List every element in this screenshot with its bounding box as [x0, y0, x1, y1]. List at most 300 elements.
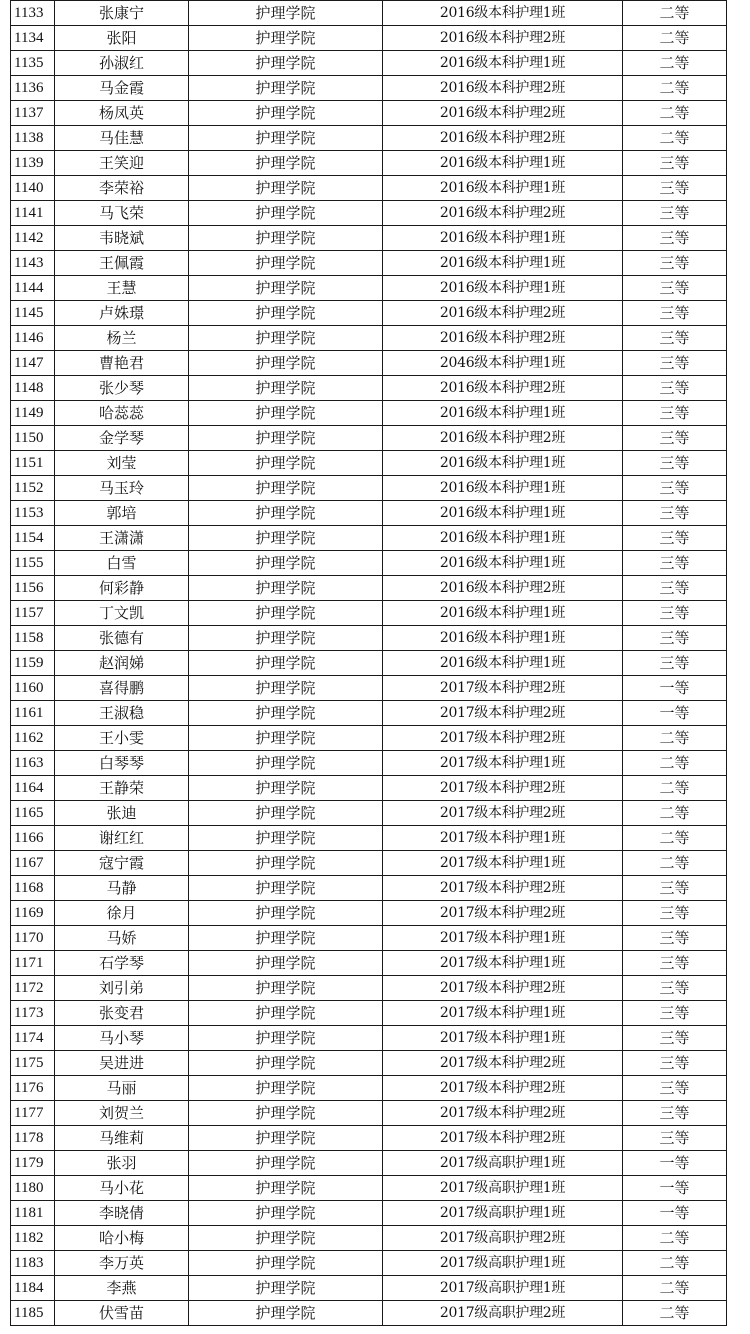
- table-row: [11, 1251, 727, 1276]
- row-number-cell: 1180: [11, 1176, 55, 1201]
- college-cell: 护理学院: [189, 876, 383, 901]
- row-number-cell: 1158: [11, 626, 55, 651]
- award-grade-cell: 二等: [623, 1251, 727, 1276]
- award-grade-cell: 三等: [623, 501, 727, 526]
- row-number-cell: 1159: [11, 651, 55, 676]
- award-grade-cell: 三等: [623, 176, 727, 201]
- table-row: [11, 476, 727, 501]
- row-number-cell: 1168: [11, 876, 55, 901]
- class-cell: 2017级高职护理2班: [383, 1301, 623, 1326]
- award-grade-cell: 二等: [623, 751, 727, 776]
- college-cell: 护理学院: [189, 1251, 383, 1276]
- student-name-cell: 马飞荣: [55, 201, 189, 226]
- table-row: [11, 1201, 727, 1226]
- table-row: [11, 1001, 727, 1026]
- award-grade-cell: 三等: [623, 1001, 727, 1026]
- class-cell: 2017级本科护理1班: [383, 851, 623, 876]
- table-row: [11, 201, 727, 226]
- table-row: [11, 301, 727, 326]
- row-number-cell: 1139: [11, 151, 55, 176]
- row-number-cell: 1162: [11, 726, 55, 751]
- class-cell: 2016级本科护理2班: [383, 326, 623, 351]
- college-cell: 护理学院: [189, 351, 383, 376]
- table-row: [11, 1, 727, 26]
- table-row: [11, 1051, 727, 1076]
- student-name-cell: 王佩霞: [55, 251, 189, 276]
- college-cell: 护理学院: [189, 701, 383, 726]
- class-cell: 2017级本科护理2班: [383, 976, 623, 1001]
- row-number-cell: 1165: [11, 801, 55, 826]
- table-row: [11, 976, 727, 1001]
- class-cell: 2017级本科护理2班: [383, 1126, 623, 1151]
- award-grade-cell: 三等: [623, 201, 727, 226]
- award-grade-cell: 三等: [623, 1076, 727, 1101]
- table-row: [11, 626, 727, 651]
- college-cell: 护理学院: [189, 551, 383, 576]
- row-number-cell: 1185: [11, 1301, 55, 1326]
- row-number-cell: 1156: [11, 576, 55, 601]
- row-number-cell: 1170: [11, 926, 55, 951]
- table-row: [11, 1076, 727, 1101]
- college-cell: 护理学院: [189, 126, 383, 151]
- student-name-cell: 马金霞: [55, 76, 189, 101]
- table-row: [11, 451, 727, 476]
- award-grade-cell: 二等: [623, 76, 727, 101]
- award-grade-cell: 三等: [623, 1051, 727, 1076]
- college-cell: 护理学院: [189, 1301, 383, 1326]
- college-cell: 护理学院: [189, 1001, 383, 1026]
- college-cell: 护理学院: [189, 26, 383, 51]
- table-row: [11, 801, 727, 826]
- class-cell: 2017级本科护理2班: [383, 676, 623, 701]
- college-cell: 护理学院: [189, 1276, 383, 1301]
- table-row: [11, 1026, 727, 1051]
- award-grade-cell: 二等: [623, 1226, 727, 1251]
- student-name-cell: 王潇潇: [55, 526, 189, 551]
- class-cell: 2017级本科护理1班: [383, 1026, 623, 1051]
- class-cell: 2016级本科护理2班: [383, 126, 623, 151]
- student-name-cell: 刘贺兰: [55, 1101, 189, 1126]
- student-name-cell: 杨兰: [55, 326, 189, 351]
- class-cell: 2016级本科护理1班: [383, 401, 623, 426]
- class-cell: 2016级本科护理2班: [383, 101, 623, 126]
- class-cell: 2016级本科护理1班: [383, 451, 623, 476]
- table-row: [11, 126, 727, 151]
- row-number-cell: 1169: [11, 901, 55, 926]
- row-number-cell: 1152: [11, 476, 55, 501]
- college-cell: 护理学院: [189, 51, 383, 76]
- row-number-cell: 1143: [11, 251, 55, 276]
- college-cell: 护理学院: [189, 776, 383, 801]
- table-row: [11, 701, 727, 726]
- student-name-cell: 石学琴: [55, 951, 189, 976]
- row-number-cell: 1154: [11, 526, 55, 551]
- student-name-cell: 李晓倩: [55, 1201, 189, 1226]
- student-name-cell: 白琴琴: [55, 751, 189, 776]
- class-cell: 2017级本科护理2班: [383, 1101, 623, 1126]
- award-grade-cell: 三等: [623, 401, 727, 426]
- class-cell: 2017级本科护理1班: [383, 826, 623, 851]
- table-body: [11, 1, 727, 1326]
- college-cell: 护理学院: [189, 451, 383, 476]
- student-name-cell: 金学琴: [55, 426, 189, 451]
- student-name-cell: 张德有: [55, 626, 189, 651]
- award-grade-cell: 一等: [623, 1176, 727, 1201]
- award-list-table: [10, 0, 727, 1326]
- row-number-cell: 1161: [11, 701, 55, 726]
- college-cell: 护理学院: [189, 401, 383, 426]
- class-cell: 2017级高职护理1班: [383, 1276, 623, 1301]
- class-cell: 2017级本科护理1班: [383, 926, 623, 951]
- student-name-cell: 卢姝璟: [55, 301, 189, 326]
- class-cell: 2017级本科护理2班: [383, 801, 623, 826]
- table-row: [11, 1176, 727, 1201]
- row-number-cell: 1147: [11, 351, 55, 376]
- class-cell: 2016级本科护理2班: [383, 26, 623, 51]
- award-grade-cell: 二等: [623, 26, 727, 51]
- row-number-cell: 1151: [11, 451, 55, 476]
- class-cell: 2017级高职护理1班: [383, 1201, 623, 1226]
- table-row: [11, 526, 727, 551]
- class-cell: 2016级本科护理1班: [383, 151, 623, 176]
- row-number-cell: 1171: [11, 951, 55, 976]
- award-grade-cell: 二等: [623, 826, 727, 851]
- class-cell: 2017级高职护理1班: [383, 1251, 623, 1276]
- student-name-cell: 马丽: [55, 1076, 189, 1101]
- table-row: [11, 276, 727, 301]
- award-grade-cell: 三等: [623, 651, 727, 676]
- table-row: [11, 676, 727, 701]
- college-cell: 护理学院: [189, 1, 383, 26]
- class-cell: 2016级本科护理1班: [383, 551, 623, 576]
- row-number-cell: 1138: [11, 126, 55, 151]
- award-grade-cell: 三等: [623, 301, 727, 326]
- college-cell: 护理学院: [189, 976, 383, 1001]
- award-grade-cell: 一等: [623, 1201, 727, 1226]
- student-name-cell: 马娇: [55, 926, 189, 951]
- award-grade-cell: 三等: [623, 251, 727, 276]
- table-row: [11, 926, 727, 951]
- college-cell: 护理学院: [189, 1076, 383, 1101]
- college-cell: 护理学院: [189, 426, 383, 451]
- table-row: [11, 726, 727, 751]
- class-cell: 2017级本科护理2班: [383, 1051, 623, 1076]
- college-cell: 护理学院: [189, 76, 383, 101]
- college-cell: 护理学院: [189, 1201, 383, 1226]
- student-name-cell: 马维莉: [55, 1126, 189, 1151]
- college-cell: 护理学院: [189, 1026, 383, 1051]
- row-number-cell: 1163: [11, 751, 55, 776]
- award-grade-cell: 三等: [623, 551, 727, 576]
- table-row: [11, 1276, 727, 1301]
- college-cell: 护理学院: [189, 1051, 383, 1076]
- award-grade-cell: 三等: [623, 476, 727, 501]
- college-cell: 护理学院: [189, 1101, 383, 1126]
- award-grade-cell: 三等: [623, 876, 727, 901]
- student-name-cell: 王淑稳: [55, 701, 189, 726]
- college-cell: 护理学院: [189, 1126, 383, 1151]
- college-cell: 护理学院: [189, 726, 383, 751]
- student-name-cell: 哈蕊蕊: [55, 401, 189, 426]
- class-cell: 2016级本科护理2班: [383, 576, 623, 601]
- class-cell: 2016级本科护理1班: [383, 501, 623, 526]
- class-cell: 2017级本科护理2班: [383, 726, 623, 751]
- table-row: [11, 76, 727, 101]
- class-cell: 2017级本科护理2班: [383, 701, 623, 726]
- award-grade-cell: 三等: [623, 576, 727, 601]
- class-cell: 2016级本科护理1班: [383, 476, 623, 501]
- row-number-cell: 1172: [11, 976, 55, 1001]
- table-row: [11, 351, 727, 376]
- class-cell: 2017级高职护理1班: [383, 1151, 623, 1176]
- row-number-cell: 1178: [11, 1126, 55, 1151]
- row-number-cell: 1160: [11, 676, 55, 701]
- row-number-cell: 1174: [11, 1026, 55, 1051]
- row-number-cell: 1164: [11, 776, 55, 801]
- award-grade-cell: 二等: [623, 126, 727, 151]
- class-cell: 2016级本科护理2班: [383, 201, 623, 226]
- award-grade-cell: 三等: [623, 1026, 727, 1051]
- award-grade-cell: 二等: [623, 776, 727, 801]
- row-number-cell: 1134: [11, 26, 55, 51]
- award-grade-cell: 二等: [623, 801, 727, 826]
- student-name-cell: 郭培: [55, 501, 189, 526]
- row-number-cell: 1141: [11, 201, 55, 226]
- row-number-cell: 1140: [11, 176, 55, 201]
- award-grade-cell: 三等: [623, 226, 727, 251]
- class-cell: 2017级本科护理2班: [383, 776, 623, 801]
- class-cell: 2016级本科护理1班: [383, 176, 623, 201]
- class-cell: 2017级本科护理2班: [383, 901, 623, 926]
- college-cell: 护理学院: [189, 326, 383, 351]
- student-name-cell: 马佳慧: [55, 126, 189, 151]
- college-cell: 护理学院: [189, 201, 383, 226]
- student-name-cell: 张迪: [55, 801, 189, 826]
- award-grade-cell: 二等: [623, 51, 727, 76]
- table-row: [11, 551, 727, 576]
- row-number-cell: 1137: [11, 101, 55, 126]
- college-cell: 护理学院: [189, 176, 383, 201]
- table-row: [11, 776, 727, 801]
- student-name-cell: 王小雯: [55, 726, 189, 751]
- table-row: [11, 651, 727, 676]
- row-number-cell: 1136: [11, 76, 55, 101]
- student-name-cell: 马小花: [55, 1176, 189, 1201]
- college-cell: 护理学院: [189, 801, 383, 826]
- table-row: [11, 176, 727, 201]
- class-cell: 2016级本科护理2班: [383, 76, 623, 101]
- row-number-cell: 1135: [11, 51, 55, 76]
- row-number-cell: 1176: [11, 1076, 55, 1101]
- student-name-cell: 马玉玲: [55, 476, 189, 501]
- college-cell: 护理学院: [189, 651, 383, 676]
- table-row: [11, 501, 727, 526]
- award-grade-cell: 三等: [623, 451, 727, 476]
- class-cell: 2016级本科护理2班: [383, 376, 623, 401]
- award-grade-cell: 三等: [623, 276, 727, 301]
- student-name-cell: 孙淑红: [55, 51, 189, 76]
- row-number-cell: 1183: [11, 1251, 55, 1276]
- award-grade-cell: 三等: [623, 926, 727, 951]
- college-cell: 护理学院: [189, 1176, 383, 1201]
- student-name-cell: 张变君: [55, 1001, 189, 1026]
- college-cell: 护理学院: [189, 901, 383, 926]
- table-row: [11, 601, 727, 626]
- row-number-cell: 1166: [11, 826, 55, 851]
- award-grade-cell: 三等: [623, 351, 727, 376]
- student-name-cell: 何彩静: [55, 576, 189, 601]
- class-cell: 2017级本科护理1班: [383, 1001, 623, 1026]
- student-name-cell: 伏雪苗: [55, 1301, 189, 1326]
- student-name-cell: 吴进进: [55, 1051, 189, 1076]
- table-row: [11, 251, 727, 276]
- college-cell: 护理学院: [189, 926, 383, 951]
- table-row: [11, 401, 727, 426]
- college-cell: 护理学院: [189, 601, 383, 626]
- class-cell: 2016级本科护理1班: [383, 651, 623, 676]
- college-cell: 护理学院: [189, 101, 383, 126]
- award-grade-cell: 三等: [623, 376, 727, 401]
- college-cell: 护理学院: [189, 251, 383, 276]
- award-grade-cell: 二等: [623, 726, 727, 751]
- table-row: [11, 1126, 727, 1151]
- student-name-cell: 徐月: [55, 901, 189, 926]
- student-name-cell: 王笑迎: [55, 151, 189, 176]
- student-name-cell: 刘莹: [55, 451, 189, 476]
- student-name-cell: 曹艳君: [55, 351, 189, 376]
- college-cell: 护理学院: [189, 226, 383, 251]
- table-row: [11, 26, 727, 51]
- award-grade-cell: 三等: [623, 626, 727, 651]
- row-number-cell: 1133: [11, 1, 55, 26]
- award-grade-cell: 一等: [623, 676, 727, 701]
- table-row: [11, 1301, 727, 1326]
- college-cell: 护理学院: [189, 376, 383, 401]
- college-cell: 护理学院: [189, 751, 383, 776]
- table-row: [11, 51, 727, 76]
- student-name-cell: 张阳: [55, 26, 189, 51]
- class-cell: 2016级本科护理1班: [383, 276, 623, 301]
- student-name-cell: 杨凤英: [55, 101, 189, 126]
- row-number-cell: 1184: [11, 1276, 55, 1301]
- college-cell: 护理学院: [189, 626, 383, 651]
- student-name-cell: 喜得鹏: [55, 676, 189, 701]
- award-grade-cell: 三等: [623, 976, 727, 1001]
- class-cell: 2016级本科护理1班: [383, 51, 623, 76]
- student-name-cell: 王静荣: [55, 776, 189, 801]
- student-name-cell: 李万英: [55, 1251, 189, 1276]
- student-name-cell: 马小琴: [55, 1026, 189, 1051]
- college-cell: 护理学院: [189, 1226, 383, 1251]
- class-cell: 2017级本科护理1班: [383, 751, 623, 776]
- student-name-cell: 白雪: [55, 551, 189, 576]
- row-number-cell: 1173: [11, 1001, 55, 1026]
- table-row: [11, 1101, 727, 1126]
- student-name-cell: 马静: [55, 876, 189, 901]
- college-cell: 护理学院: [189, 476, 383, 501]
- table-row: [11, 1226, 727, 1251]
- class-cell: 2046级本科护理1班: [383, 351, 623, 376]
- college-cell: 护理学院: [189, 301, 383, 326]
- table-row: [11, 851, 727, 876]
- student-name-cell: 丁文凯: [55, 601, 189, 626]
- student-name-cell: 李燕: [55, 1276, 189, 1301]
- class-cell: 2016级本科护理1班: [383, 526, 623, 551]
- college-cell: 护理学院: [189, 501, 383, 526]
- award-grade-cell: 三等: [623, 601, 727, 626]
- row-number-cell: 1144: [11, 276, 55, 301]
- college-cell: 护理学院: [189, 851, 383, 876]
- college-cell: 护理学院: [189, 951, 383, 976]
- award-grade-cell: 三等: [623, 901, 727, 926]
- student-name-cell: 谢红红: [55, 826, 189, 851]
- row-number-cell: 1181: [11, 1201, 55, 1226]
- student-name-cell: 哈小梅: [55, 1226, 189, 1251]
- row-number-cell: 1177: [11, 1101, 55, 1126]
- award-grade-cell: 二等: [623, 1, 727, 26]
- table-row: [11, 751, 727, 776]
- college-cell: 护理学院: [189, 276, 383, 301]
- row-number-cell: 1182: [11, 1226, 55, 1251]
- row-number-cell: 1148: [11, 376, 55, 401]
- table-row: [11, 1151, 727, 1176]
- award-grade-cell: 二等: [623, 101, 727, 126]
- row-number-cell: 1175: [11, 1051, 55, 1076]
- student-name-cell: 张羽: [55, 1151, 189, 1176]
- row-number-cell: 1146: [11, 326, 55, 351]
- table-row: [11, 951, 727, 976]
- class-cell: 2017级本科护理1班: [383, 951, 623, 976]
- table-row: [11, 326, 727, 351]
- class-cell: 2016级本科护理2班: [383, 301, 623, 326]
- row-number-cell: 1155: [11, 551, 55, 576]
- row-number-cell: 1167: [11, 851, 55, 876]
- award-grade-cell: 三等: [623, 1101, 727, 1126]
- award-grade-cell: 三等: [623, 1126, 727, 1151]
- class-cell: 2016级本科护理1班: [383, 226, 623, 251]
- student-name-cell: 韦晓斌: [55, 226, 189, 251]
- table-row: [11, 876, 727, 901]
- student-name-cell: 李荣裕: [55, 176, 189, 201]
- college-cell: 护理学院: [189, 826, 383, 851]
- student-name-cell: 寇宁霞: [55, 851, 189, 876]
- award-grade-cell: 三等: [623, 326, 727, 351]
- award-grade-cell: 三等: [623, 526, 727, 551]
- table-row: [11, 226, 727, 251]
- student-name-cell: 王慧: [55, 276, 189, 301]
- class-cell: 2016级本科护理1班: [383, 1, 623, 26]
- table-row: [11, 426, 727, 451]
- row-number-cell: 1145: [11, 301, 55, 326]
- student-name-cell: 张少琴: [55, 376, 189, 401]
- award-grade-cell: 三等: [623, 951, 727, 976]
- table-row: [11, 376, 727, 401]
- class-cell: 2017级本科护理2班: [383, 876, 623, 901]
- class-cell: 2017级本科护理2班: [383, 1076, 623, 1101]
- row-number-cell: 1179: [11, 1151, 55, 1176]
- class-cell: 2017级高职护理2班: [383, 1226, 623, 1251]
- table-row: [11, 151, 727, 176]
- college-cell: 护理学院: [189, 526, 383, 551]
- class-cell: 2016级本科护理1班: [383, 626, 623, 651]
- row-number-cell: 1153: [11, 501, 55, 526]
- class-cell: 2017级高职护理1班: [383, 1176, 623, 1201]
- class-cell: 2016级本科护理1班: [383, 601, 623, 626]
- award-grade-cell: 二等: [623, 1276, 727, 1301]
- award-grade-cell: 三等: [623, 151, 727, 176]
- table-row: [11, 901, 727, 926]
- table-row: [11, 576, 727, 601]
